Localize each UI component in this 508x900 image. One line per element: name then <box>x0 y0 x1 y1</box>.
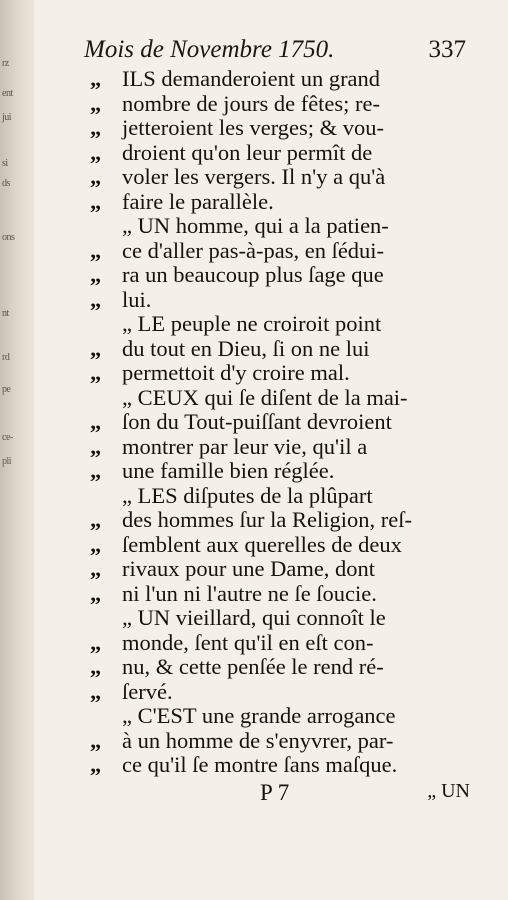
text-line <box>90 434 367 460</box>
line-text: permettoit d'y croire mal. <box>122 360 350 385</box>
line-text: ni l'un ni l'autre ne ſe ſoucie. <box>122 580 377 606</box>
line-text: monde, ſent qu'il en eſt con- <box>122 629 374 655</box>
quotation-mark: „ <box>90 458 101 483</box>
quotation-mark: „ <box>90 556 101 581</box>
text-line <box>90 164 385 190</box>
margin-fragment: rz <box>2 58 9 69</box>
text-line <box>90 654 384 680</box>
text-line <box>90 287 151 313</box>
line-text: à un homme de s'enyvrer, par- <box>122 727 394 753</box>
line-text: ce d'aller pas-à-pas, en ſédui- <box>122 237 385 263</box>
line-text: lui. <box>122 286 152 312</box>
page-number: 337 <box>428 36 466 63</box>
margin-fragment: rd <box>2 352 10 363</box>
text-line <box>90 91 380 117</box>
line-text: ſemblent aux querelles de deux <box>122 531 402 557</box>
line-text: ILS demanderoient un grand <box>122 66 381 91</box>
quotation-mark: „ <box>90 360 101 385</box>
line-text: „ C'EST une grande arrogance <box>122 703 396 728</box>
line-text: du tout en Dieu, ſi on ne lui <box>122 335 370 361</box>
text-line <box>90 556 375 582</box>
margin-fragment: ds <box>2 178 10 189</box>
text-line <box>90 752 397 778</box>
facing-page-margin <box>0 0 30 900</box>
text-line <box>90 532 402 558</box>
text-line <box>90 360 350 386</box>
text-line <box>90 66 380 92</box>
text-line <box>90 581 377 607</box>
running-header <box>84 36 466 70</box>
quotation-mark: „ <box>90 727 101 753</box>
page-footer <box>90 780 470 808</box>
text-line <box>90 262 384 288</box>
quotation-mark: „ <box>90 139 101 165</box>
line-text: ra un beaucoup plus ſage que <box>122 262 384 287</box>
line-text: „ UN vieillard, qui connoît le <box>122 605 386 630</box>
line-text: „ UN homme, qui a la patien- <box>122 213 389 238</box>
text-line <box>90 238 384 264</box>
text-line <box>90 703 396 729</box>
text-line <box>90 140 372 166</box>
quotation-mark: „ <box>90 164 101 189</box>
text-line <box>90 385 408 411</box>
margin-fragment: si <box>2 158 8 169</box>
line-text: „ LES diſputes de la plûpart <box>122 482 373 508</box>
line-text: montrer par leur vie, qu'il a <box>122 433 368 459</box>
text-line <box>90 728 393 754</box>
catchword: „ UN <box>427 780 470 802</box>
quotation-mark: „ <box>90 629 101 655</box>
text-line <box>90 630 374 656</box>
line-text: jetteroient les verges; & vou- <box>122 115 385 140</box>
quotation-mark: „ <box>90 531 101 557</box>
margin-fragment: pli <box>2 456 12 467</box>
signature-mark: P 7 <box>260 780 290 805</box>
text-line <box>90 336 369 362</box>
line-text: „ CEUX qui ſe diſent de la mai- <box>122 384 408 410</box>
quotation-mark: „ <box>90 115 101 140</box>
line-text: „ LE peuple ne croiroit point <box>122 311 382 336</box>
quotation-mark: „ <box>90 507 101 532</box>
text-line <box>90 679 173 705</box>
quotation-mark: „ <box>90 66 101 91</box>
book-page <box>34 0 508 900</box>
running-title: Mois de Novembre 1750. <box>84 36 335 63</box>
line-text: ce qu'il ſe montre ſans maſque. <box>122 752 398 777</box>
quotation-mark: „ <box>90 409 101 434</box>
line-text: nombre de jours de fêtes; re- <box>122 90 381 116</box>
quotation-mark: „ <box>90 286 101 312</box>
quotation-mark: „ <box>90 237 101 263</box>
text-line <box>90 189 274 215</box>
text-line <box>90 605 386 631</box>
line-text: nu, & cette penſée le rend ré- <box>122 654 384 679</box>
quotation-mark: „ <box>90 262 101 287</box>
margin-fragment: pe <box>2 384 11 395</box>
quotation-mark: „ <box>90 433 101 459</box>
margin-fragment: nt <box>2 308 9 319</box>
text-line <box>90 409 392 435</box>
quotation-mark: „ <box>90 188 101 214</box>
quotation-mark: „ <box>90 90 101 116</box>
line-text: une famille bien réglée. <box>122 458 335 483</box>
quotation-mark: „ <box>90 654 101 679</box>
text-line <box>90 311 381 337</box>
quotation-mark: „ <box>90 580 101 606</box>
text-line <box>90 213 389 239</box>
line-text: faire le parallèle. <box>122 188 274 214</box>
line-text: droient qu'on leur permît de <box>122 139 373 165</box>
margin-fragment: jui <box>2 112 12 123</box>
text-line <box>90 483 373 509</box>
quotation-mark: „ <box>90 752 101 777</box>
line-text: des hommes ſur la Religion, reſ- <box>122 507 412 532</box>
line-text: ſon du Tout-puiſſant devroient <box>122 409 392 434</box>
text-line <box>90 458 334 484</box>
line-text: ſervé. <box>122 678 173 704</box>
line-text: voler les vergers. Il n'y a qu'à <box>122 164 386 189</box>
line-text: rivaux pour une Dame, dont <box>122 556 376 581</box>
margin-fragment: ent <box>2 88 13 99</box>
text-line <box>90 115 384 141</box>
quotation-mark: „ <box>90 335 101 361</box>
text-line <box>90 507 412 533</box>
margin-fragment: ce- <box>2 432 13 443</box>
margin-fragment: ons <box>2 232 15 243</box>
quotation-mark: „ <box>90 678 101 704</box>
